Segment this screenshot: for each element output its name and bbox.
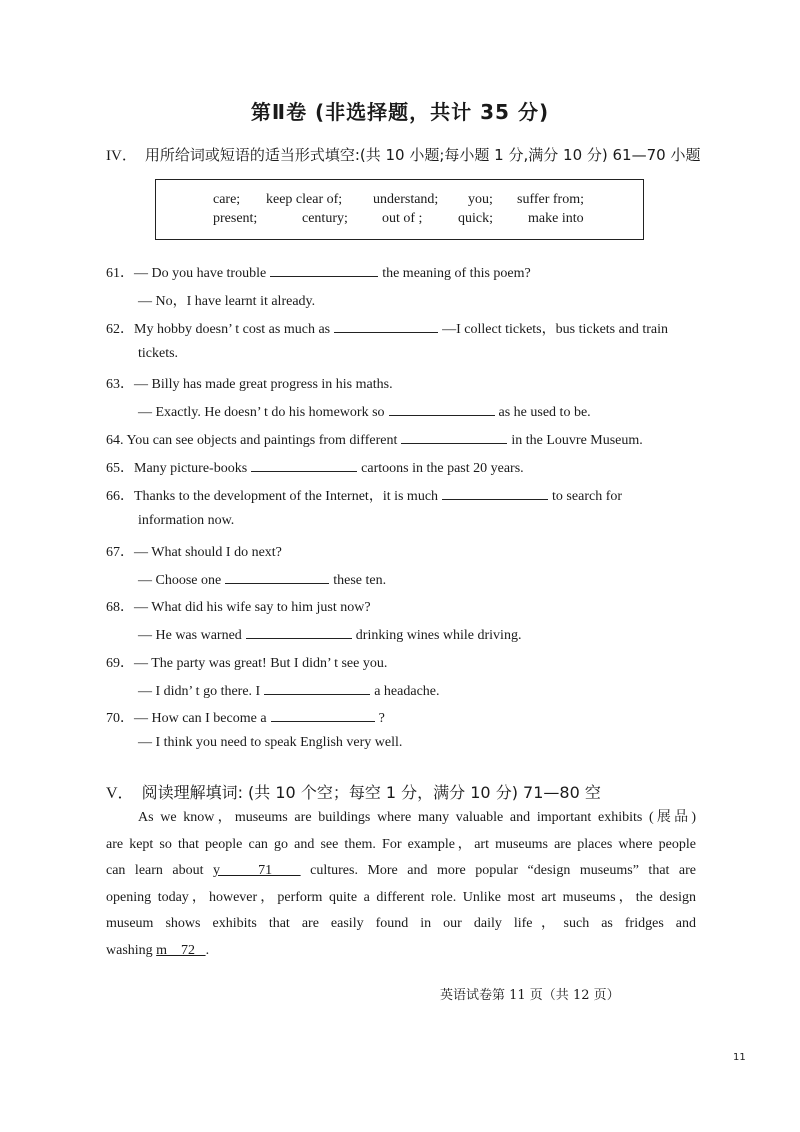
question-text: the meaning of this poem? bbox=[382, 266, 531, 281]
passage-text: washing bbox=[106, 942, 153, 958]
word-bank-item: you; bbox=[468, 192, 493, 207]
question-text: in the Louvre Museum. bbox=[511, 433, 643, 448]
question-63-line-2 bbox=[138, 401, 591, 421]
section-4-instructions: 用所给词或短语的适当形式填空:(共 10 小题;每小题 1 分,满分 10 分) 61—70 小题 bbox=[144, 146, 701, 164]
section-5-instructions: 阅读理解填词: (共 10 个空；每空 1 分，满分 10 分) 71—80 空 bbox=[141, 783, 601, 802]
question-text: 66．Thanks to the development of the Internet，it is much bbox=[106, 489, 439, 504]
question-text: cartoons in the past 20 years. bbox=[361, 461, 524, 476]
question-text: drinking wines while driving. bbox=[355, 628, 522, 643]
answer-blank-65[interactable] bbox=[251, 457, 357, 472]
answer-blank-63[interactable] bbox=[389, 401, 495, 416]
section-5-heading bbox=[106, 780, 601, 803]
word-bank-item: out of ; bbox=[382, 211, 423, 226]
section-5-number: V． bbox=[106, 785, 134, 802]
question-70-line-1 bbox=[106, 707, 385, 727]
word-bank-item: quick; bbox=[458, 211, 493, 226]
question-68-line-1: 68．— What did his wife say to him just now? bbox=[106, 600, 371, 615]
question-text: 70．— How can I become a bbox=[106, 711, 267, 726]
question-61-line-1 bbox=[106, 262, 531, 282]
question-66-line-1 bbox=[106, 485, 622, 505]
question-text: — I didn’ t go there. I bbox=[138, 684, 261, 699]
passage-line bbox=[106, 938, 696, 965]
answer-blank-68[interactable] bbox=[246, 624, 352, 639]
passage-line: museum shows exhibits that are easily found in our daily life，such as fridges and bbox=[106, 916, 696, 931]
word-bank-item: suffer from; bbox=[517, 192, 584, 207]
question-69-line-1: 69．— The party was great! But I didn’ t see you. bbox=[106, 656, 388, 671]
page-title: 第Ⅱ卷 (非选择题，共计 35 分) bbox=[250, 100, 550, 124]
question-61-line-2: — No，I have learnt it already. bbox=[138, 294, 316, 309]
question-text: 64. You can see objects and paintings from different bbox=[106, 433, 398, 448]
question-69-line-2 bbox=[138, 680, 440, 700]
question-62-line-1 bbox=[106, 318, 668, 338]
word-bank-box bbox=[155, 179, 644, 240]
question-text: 62．My hobby doesn’ t cost as much as bbox=[106, 322, 331, 337]
question-68-line-2 bbox=[138, 624, 521, 644]
word-bank-item: understand; bbox=[373, 192, 439, 207]
question-67-line-2 bbox=[138, 569, 386, 589]
word-bank-item: present; bbox=[213, 211, 258, 226]
page-number: 11 bbox=[733, 1052, 746, 1063]
passage-text: . bbox=[205, 942, 210, 958]
question-67-line-1: 67．— What should I do next? bbox=[106, 545, 282, 560]
question-66-line-2: information now. bbox=[138, 513, 235, 528]
passage-line: are kept so that people can go and see them. For example，art museums are places where people bbox=[106, 836, 696, 852]
answer-blank-72[interactable]: m 72 bbox=[156, 942, 206, 958]
question-text: as he used to be. bbox=[498, 405, 591, 420]
question-63-line-1: 63．— Billy has made great progress in his maths. bbox=[106, 377, 393, 392]
word-bank-item: make into bbox=[528, 211, 584, 226]
word-bank-item: keep clear of; bbox=[266, 192, 343, 207]
question-70-line-2: — I think you need to speak English very well. bbox=[138, 735, 403, 750]
question-62-line-2: tickets. bbox=[138, 346, 179, 361]
question-text: to search for bbox=[552, 489, 623, 504]
question-text: ? bbox=[378, 711, 385, 726]
answer-blank-67[interactable] bbox=[225, 569, 329, 584]
question-text: a headache. bbox=[374, 684, 440, 699]
question-text: — Choose one bbox=[138, 573, 222, 588]
question-65 bbox=[106, 457, 524, 477]
answer-blank-62[interactable] bbox=[334, 318, 438, 333]
page-footer: 英语试卷第 11 页（共 12 页） bbox=[440, 988, 620, 1003]
passage-line bbox=[106, 858, 696, 885]
question-text: — Exactly. He doesn’ t do his homework so bbox=[138, 405, 385, 420]
word-bank-item: century; bbox=[302, 211, 348, 226]
question-64 bbox=[106, 429, 643, 449]
answer-blank-70[interactable] bbox=[271, 707, 375, 722]
section-4-number: IV． bbox=[106, 148, 137, 164]
passage-line: As we know，museums are buildings where many valuable and important exhibits (展品) bbox=[138, 810, 696, 825]
reading-passage bbox=[106, 805, 696, 964]
answer-blank-61[interactable] bbox=[270, 262, 378, 277]
section-4-heading bbox=[106, 144, 700, 165]
answer-blank-64[interactable] bbox=[401, 429, 507, 444]
question-text: these ten. bbox=[333, 573, 387, 588]
answer-blank-71[interactable]: y 71 bbox=[213, 863, 301, 878]
answer-blank-66[interactable] bbox=[442, 485, 548, 500]
question-text: — He was warned bbox=[138, 628, 242, 643]
question-text: 65．Many picture-books bbox=[106, 461, 248, 476]
passage-text: can learn about bbox=[106, 863, 204, 878]
passage-line: opening today，however，perform quite a different role. Unlike most art museums，the design bbox=[106, 889, 696, 905]
word-bank-item: care; bbox=[213, 192, 241, 207]
passage-text: cultures. More and more popular “design museums” that are bbox=[310, 863, 697, 878]
answer-blank-69[interactable] bbox=[264, 680, 370, 695]
question-text: —I collect tickets，bus tickets and train bbox=[442, 322, 668, 337]
question-text: 61．— Do you have trouble bbox=[106, 266, 267, 281]
